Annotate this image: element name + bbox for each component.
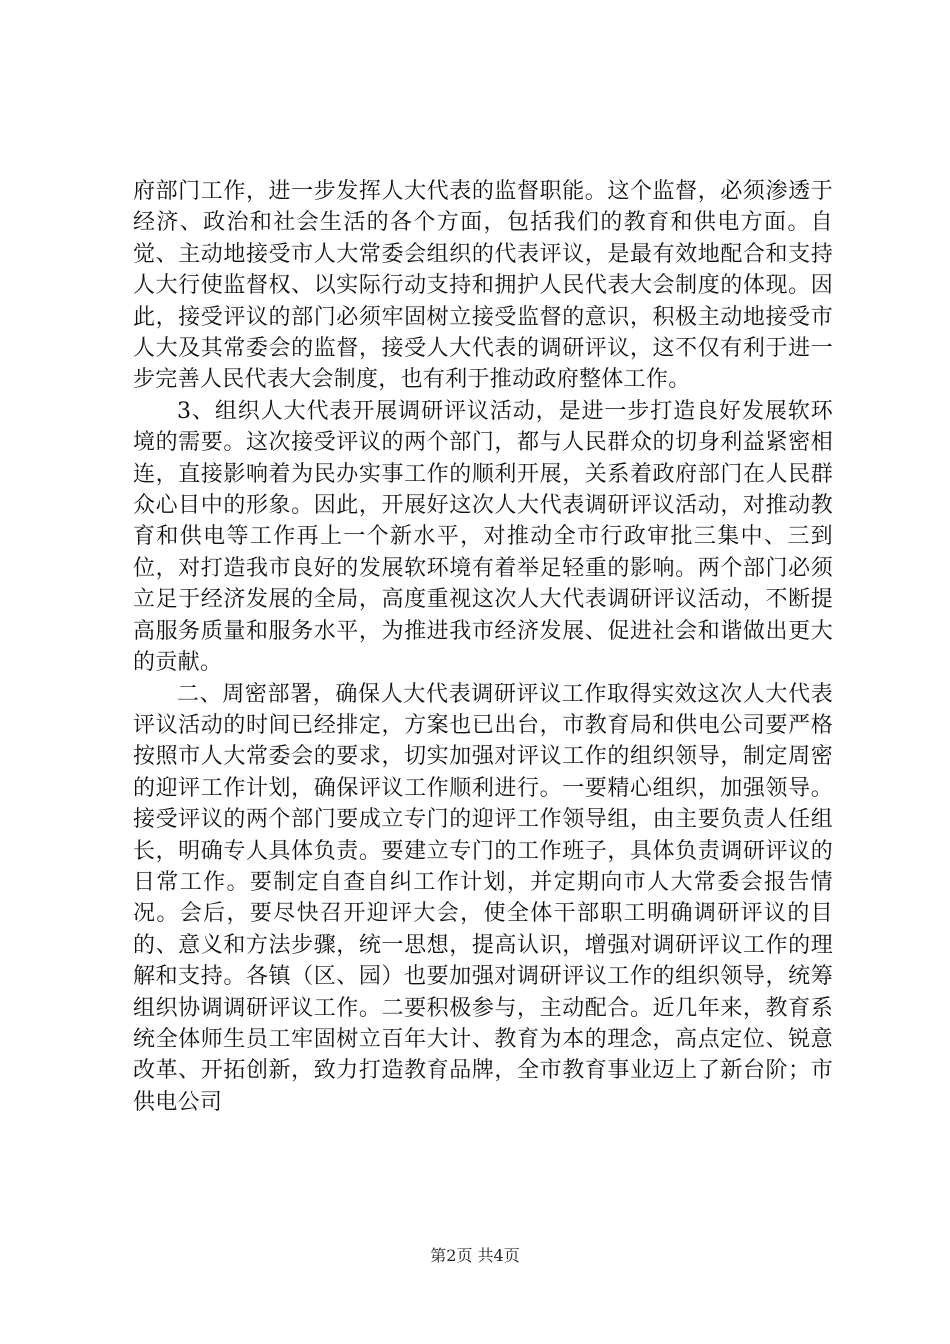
- paragraph-1: 府部门工作，进一步发挥人大代表的监督职能。这个监督，必须渗透于经济、政治和社会生活的各个方面，包括我们的教育和供电方面。自觉、主动地接受市人大常委会组织的代表评议，是最有效地配合和支持人大行使监督权、以实际行动支持和拥护人民代表大会制度的体现。因此，接受评议的部门必须牢固树立接受监督的意识，积极主动地接受市人大及其常委会的监督，接受人大代表的调研评议，这不仅有利于进一步完善人民代表大会制度，也有利于推动政府整体工作。: [133, 179, 833, 393]
- paragraph-2: 3、组织人大代表开展调研评议活动，是进一步打造良好发展软环境的需要。这次接受评议的两个部门，都与人民群众的切身利益紧密相连，直接影响着为民办实事工作的顺利开展，关系着政府部门在人民群众心目中的形象。因此，开展好这次人大代表调研评议活动，对推动教育和供电等工作再上一个新水平，对推动全市行政审批三集中、三到位，对打造我市良好的发展软环境有着举足轻重的影响。两个部门必须立足于经济发展的全局，高度重视这次人大代表调研评议活动，不断提高服务质量和服务水平，为推进我市经济发展、促进社会和谐做出更大的贡献。: [133, 398, 833, 676]
- document-body: [133, 176, 833, 1118]
- paragraph-3: 二、周密部署，确保人大代表调研评议工作取得实效这次人大代表评议活动的时间已经排定，方案也已出台，市教育局和供电公司要严格按照市人大常委会的要求，切实加强对评议工作的组织领导，制定周密的迎评工作计划，确保评议工作顺利进行。一要精心组织，加强领导。接受评议的两个部门要成立专门的迎评工作领导组，由主要负责人任组长，明确专人具体负责。要建立专门的工作班子，具体负责调研评议的日常工作。要制定自查自纠工作计划，并定期向市人大常委会报告情况。会后，要尽快召开迎评大会，使全体干部职工明确调研评议的目的、意义和方法步骤，统一思想，提高认识，增强对调研评议工作的理解和支持。各镇（区、园）也要加强对调研评议工作的组织领导，统筹组织协调调研评议工作。二要积极参与，主动配合。近几年来，教育系统全体师生员工牢固树立百年大计、教育为本的理念，高点定位、锐意改革、开拓创新，致力打造教育品牌，全市教育事业迈上了新台阶；市供电公司: [133, 681, 833, 1115]
- page-number-footer: 第2页 共4页: [430, 1246, 520, 1265]
